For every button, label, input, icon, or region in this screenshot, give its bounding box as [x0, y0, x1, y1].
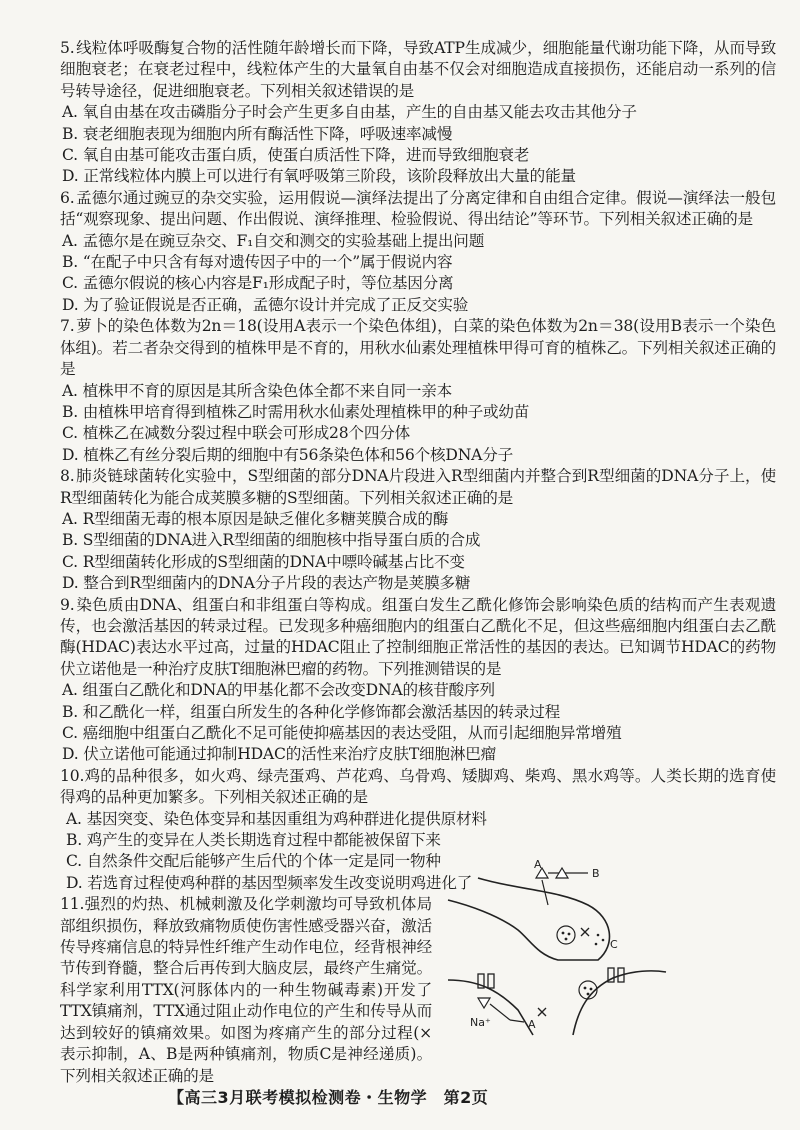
question-stem: 强烈的灼热、机械刺激及化学刺激均可导致机体局部组织损伤，释放致痛物质使伤害性感受器兴奋，激活传导疼痛信息的特异性纤维产生动作电位，经背根神经节传到脊髓，整合后再传到大脑皮层，最终产生痛觉。科学家利用TTX(河豚体内的一种生物碱毒素)开发了TTX镇痛剂，TTX通过阻止动作电位的产生和传导从而达到较好的镇痛效果。如图为疼痛产生的部分过程(×表示抑制，A、B是两种镇痛剂，物质C是神经递质)。下列相关叙述正确的是	[60, 895, 432, 1085]
question-8	[60, 466, 776, 594]
question-stem: 肺炎链球菌转化实验中，S型细菌的部分DNA片段进入R型细菌内并整合到R型细菌的DNA分子上，使R型细菌转化为能合成荚膜多糖的S型细菌。下列相关叙述正确的是	[60, 467, 776, 507]
question-number: 8.	[60, 467, 75, 486]
option-a: A. 植株甲不育的原因是其所含染色体全都不来自同一亲本	[62, 381, 453, 400]
option-d: D. 为了验证假说是否正确，孟德尔设计并完成了正反交实验	[62, 295, 469, 314]
question-stem: 萝卜的染色体数为2n＝18(设用A表示一个染色体组)，白菜的染色体数为2n＝38(设用B表示一个染色体组)。若二者杂交得到的植株甲是不育的，用秋水仙素处理植株甲得可育的植株乙。下列相关叙述正确的是	[60, 317, 776, 379]
question-number: 6.	[60, 188, 75, 207]
vesicle-icon	[557, 926, 597, 999]
option-b: B. S型细菌的DNA进入R型细菌的细胞核中指导蛋白质的合成	[62, 531, 481, 550]
option-a: A. R型细菌无毒的根本原因是缺乏催化多糖荚膜合成的酶	[62, 509, 449, 528]
question-7	[60, 316, 776, 466]
label-b-top: B	[592, 867, 600, 880]
question-11	[60, 894, 776, 1087]
question-number: 7.	[60, 317, 75, 336]
question-number: 5.	[60, 39, 75, 57]
option-d: D. 整合到R型细菌内的DNA分子片段的表达产物是荚膜多糖	[62, 574, 471, 593]
question-stem: 孟德尔通过豌豆的杂交实验，运用假说—演绎法提出了分离定律和自由组合定律。假说—演绎法一般包括“观察现象、提出问题、作出假说、演绎推理、检验假说、得出结论”等环节。下列相关叙述正确的是	[60, 188, 776, 229]
option-b: B. 和乙酰化一样，组蛋白所发生的各种化学修饰都会激活基因的转录过程	[62, 702, 560, 721]
option-c: C. 氧自由基可能攻击蛋白质，使蛋白质活性下降，进而导致细胞衰老	[62, 146, 530, 165]
option-c: C. R型细菌转化形成的S型细菌的DNA中嘌呤碱基占比不变	[62, 552, 465, 571]
option-d: D. 正常线粒体内膜上可以进行有氧呼吸第三阶段，该阶段释放出大量的能量	[62, 167, 576, 186]
option-d: D. 伏立诺他可能通过抑制HDAC的活性来治疗皮肤T细胞淋巴瘤	[62, 745, 497, 764]
question-9	[60, 595, 776, 766]
question-6	[60, 188, 776, 316]
question-10	[60, 766, 776, 894]
page-footer: 【高三3月联考模拟检测卷・生物学 第2页	[168, 1088, 489, 1107]
option-c: C. 癌细胞中组蛋白乙酰化不足可能使抑癌基因的表达受阻，从而引起细胞异常增殖	[62, 724, 622, 742]
inhibit-cross-icon	[538, 928, 589, 1016]
neurotransmitter-icon	[595, 934, 605, 946]
option-b: B. 鸡产生的变异在人类长期选育过程中都能被保留下来	[66, 831, 441, 850]
label-c: C	[610, 938, 618, 951]
question-stem: 鸡的品种很多，如火鸡、绿壳蛋鸡、芦花鸡、乌骨鸡、矮脚鸡、柴鸡、黑水鸡等。人类长期的选育使得鸡的品种更加繁多。下列相关叙述正确的是	[60, 766, 776, 807]
question-stem: 线粒体呼吸酶复合物的活性随年龄增长而下降，导致ATP生成减少，细胞能量代谢功能下降，从而导致细胞衰老；在衰老过程中，线粒体产生的大量氧自由基不仅会对细胞造成直接损伤，还能启动一系列的信号转导途径，促进细胞衰老。下列相关叙述错误的是	[60, 39, 776, 100]
question-5	[60, 38, 776, 188]
label-a-bottom: A	[528, 1018, 536, 1031]
label-a-top: A	[534, 860, 542, 871]
option-a: A. 氧自由基在攻击磷脂分子时会产生更多自由基，产生的自由基又能去攻击其他分子	[62, 103, 637, 122]
option-a: A. 组蛋白乙酰化和DNA的甲基化都不会改变DNA的核苷酸序列	[62, 681, 495, 700]
question-number: 10.	[60, 766, 85, 785]
option-b: B. 衰老细胞表现为细胞内所有酶活性下降，呼吸速率减慢	[62, 124, 453, 143]
option-a: A. 基因突变、染色体变异和基因重组为鸡种群进化提供原材料	[66, 809, 487, 828]
label-na: Na⁺	[470, 1016, 491, 1029]
option-c: C. 孟德尔假说的核心内容是F₁形成配子时，等位基因分离	[62, 274, 454, 293]
question-number: 9.	[60, 595, 75, 614]
presynaptic-membrane	[448, 878, 609, 960]
option-b: B. 由植株甲培育得到植株乙时需用秋水仙素处理植株甲的种子或幼苗	[62, 402, 530, 421]
synapse-diagram	[438, 860, 668, 1040]
option-d: D. 若选育过程使鸡种群的基因型频率发生改变说明鸡进化了	[66, 873, 473, 892]
option-c: C. 自然条件交配后能够产生后代的个体一定是同一物种	[66, 852, 441, 871]
option-c: C. 植株乙在减数分裂过程中联会可形成28个四分体	[62, 424, 411, 443]
question-number: 11.	[60, 895, 85, 914]
option-b: B. “在配子中只含有每对遗传因子中的一个”属于假说内容	[62, 253, 453, 272]
option-a: A. 孟德尔是在豌豆杂交、F₁自交和测交的实验基础上提出问题	[62, 231, 485, 250]
option-d: D. 植株乙有丝分裂后期的细胞中有56条染色体和56个核DNA分子	[62, 445, 514, 464]
question-list	[60, 38, 776, 1087]
question-stem: 染色质由DNA、组蛋白和非组蛋白等构成。组蛋白发生乙酰化修饰会影响染色质的结构而产生表观遗传，也会激活基因的转录过程。已发现多种癌细胞内的组蛋白乙酰化不足，但这些癌细胞内组蛋白去乙酰酶(HDAC)表达水平过高，过量的HDAC阻止了控制细胞正常活性的基因的表达。已知调节HDAC的药物伏立诺他是一种治疗皮肤T细胞淋巴瘤的药物。下列推测错误的是	[60, 595, 776, 678]
